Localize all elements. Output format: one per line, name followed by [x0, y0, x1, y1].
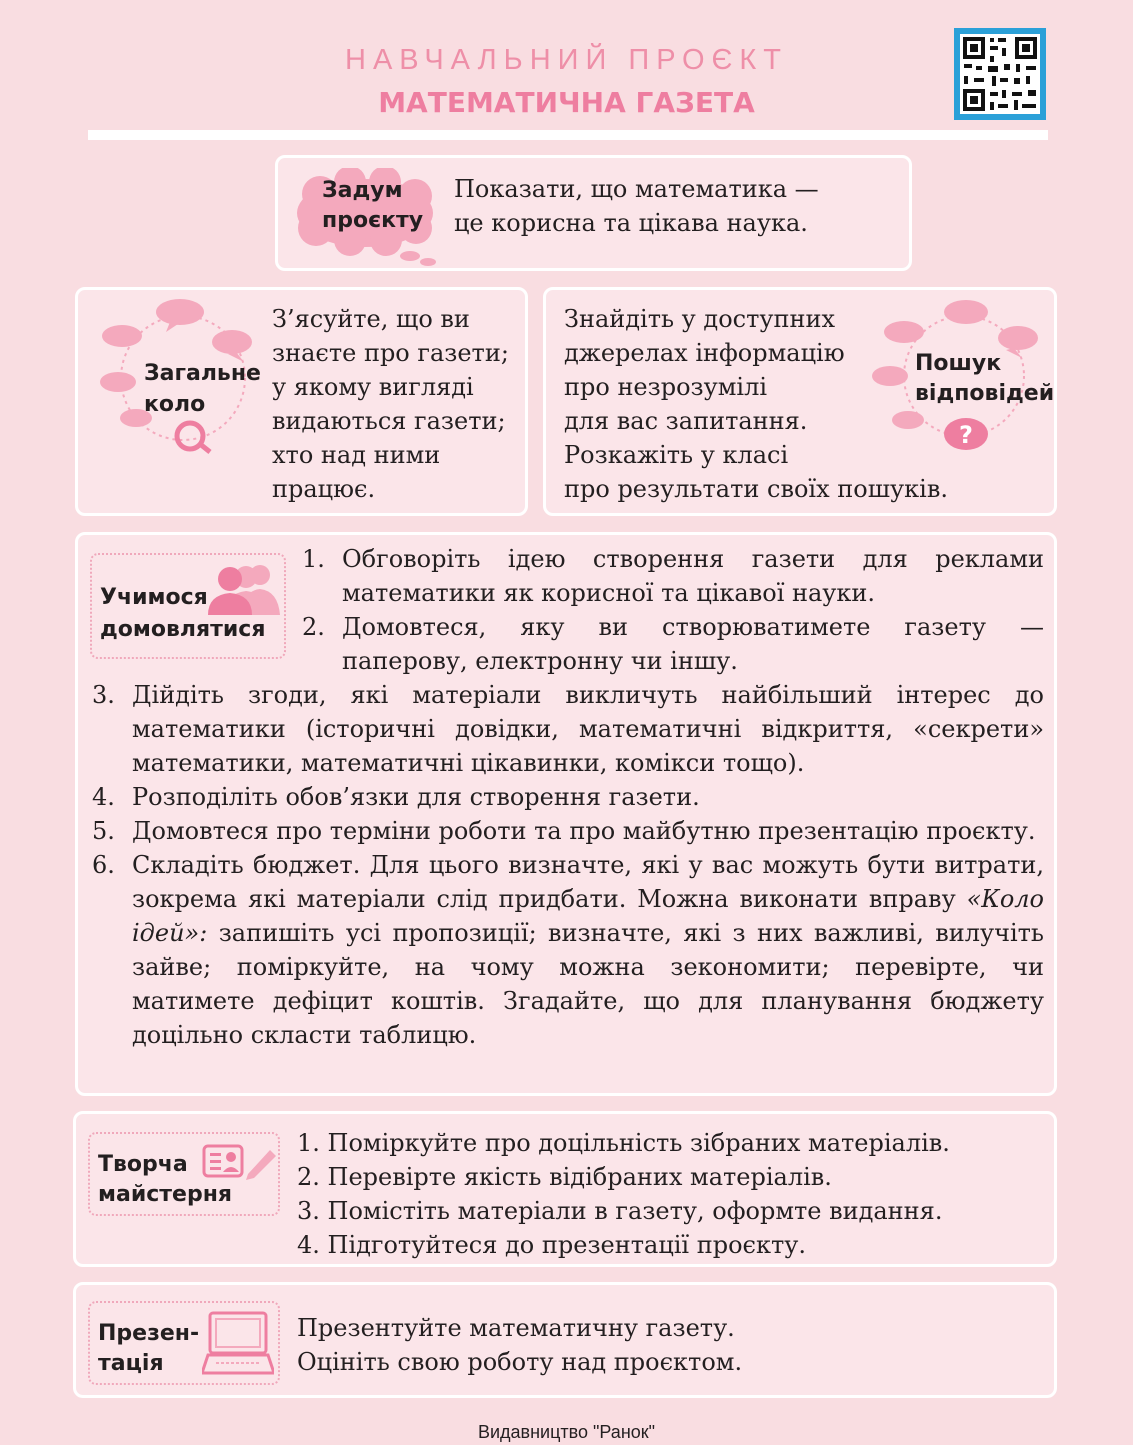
workshop-step-4: 4. Підготуйтеся до презентації проєкту.	[297, 1231, 807, 1259]
workshop-step-2: 2. Перевірте якість відібраних матеріалів.	[297, 1163, 832, 1191]
agree-label-line1: Учимося	[100, 585, 208, 610]
people-group-icon	[208, 561, 282, 615]
circle-text-line3: у якому вигляді	[272, 373, 474, 401]
presentation-text-line1: Презентуйте математичну газету.	[297, 1314, 735, 1342]
list-item: 1. Обговоріть ідею створення газети для реклами математики як корисної та цікавої науки.	[302, 545, 1044, 607]
presentation-label-line1: Презен-	[98, 1321, 200, 1346]
workshop-tag	[88, 1132, 280, 1216]
circle-label-line1: Загальне	[144, 361, 261, 386]
list-item: 5. Домовтеся про терміни роботи та про майбутню презентацію проєкту.	[92, 817, 1036, 845]
workshop-label-line1: Творча	[98, 1152, 188, 1177]
header-divider	[88, 130, 1048, 140]
circle-text-line2: знаєте про газети;	[272, 339, 509, 367]
search-text-line6: про результати своїх пошуків.	[564, 475, 948, 503]
idea-label-line2: проєкту	[322, 208, 424, 233]
workshop-label-line2: майстерня	[98, 1182, 233, 1207]
idea-text-line2: це корисна та цікава наука.	[454, 209, 808, 237]
search-text-line4: для вас запитання.	[564, 407, 808, 435]
presentation-text-line2: Оцініть свою роботу над проєктом.	[297, 1348, 743, 1376]
agree-label-line2: домовлятися	[100, 617, 266, 642]
search-label-line1: Пошук	[915, 351, 1002, 376]
search-answers-box	[543, 287, 1057, 516]
page-subtitle: НАВЧАЛЬНИЙ ПРОЄКТ	[345, 44, 788, 76]
search-label-line2: відповідей	[915, 381, 1055, 406]
search-text-line1: Знайдіть у доступних	[564, 305, 836, 333]
idea-text-line1: Показати, що математика —	[454, 175, 819, 203]
id-card-pencil-icon	[202, 1144, 278, 1180]
list-item: 2. Домовтеся, яку ви створюватимете газету — паперову, електронну чи іншу.	[302, 613, 1044, 675]
list-item: 4. Розподіліть обов’язки для створення газети.	[92, 783, 700, 811]
general-circle-box	[75, 287, 528, 516]
publisher-footer: Видавництво "Ранок"	[477, 1422, 656, 1442]
project-idea-box	[275, 155, 912, 271]
idea-label-line1: Задум	[322, 178, 403, 203]
presentation-box	[73, 1282, 1057, 1398]
qr-code-icon[interactable]	[954, 28, 1046, 120]
list-item: 3. Дійдіть згоди, які матеріали викличуть найбільший інтерес до математики (історичні довідки, математичні відкриття, «секрети» математики, математичні цікавинки, комікси тощо).	[92, 681, 1044, 777]
search-text-line3: про незрозумілі	[564, 373, 768, 401]
agree-steps-bottom	[92, 678, 1044, 1052]
presentation-tag	[88, 1301, 280, 1385]
circle-text-line1: З’ясуйте, що ви	[272, 305, 470, 333]
presentation-label-line2: тація	[98, 1351, 164, 1376]
workshop-step-1: 1. Поміркуйте про доцільність зібраних матеріалів.	[297, 1129, 950, 1157]
search-text-line2: джерелах інформацію	[564, 339, 845, 367]
list-item: 6. Складіть бюджет. Для цього визначте, які у вас можуть бути витрати, зокрема які матеріали слід придбати. Можна виконати вправу «Коло ідей»: запишіть усі пропозиції; визначте, які з них важливі, вилучіть зайве; поміркуйте, на чому можна зекономити; перевірте, чи матимете дефіцит коштів. Згадайте, що для планування бюджету доцільно скласти таблицю.	[92, 851, 1044, 1049]
circle-text-line6: працює.	[272, 475, 376, 503]
circle-label-line2: коло	[144, 392, 206, 417]
agree-steps-top	[302, 542, 1044, 678]
creative-workshop-box	[73, 1111, 1057, 1267]
page-title: МАТЕМАТИЧНА ГАЗЕТА	[378, 86, 755, 119]
laptop-icon	[202, 1311, 274, 1377]
search-text-line5: Розкажіть у класі	[564, 441, 789, 469]
workshop-step-3: 3. Помістіть матеріали в газету, оформте видання.	[297, 1197, 943, 1225]
learn-to-agree-box	[75, 532, 1057, 1096]
circle-text-line4: видаються газети;	[272, 407, 506, 435]
svg-text:?: ?	[959, 421, 973, 449]
circle-text-line5: хто над ними	[272, 441, 441, 469]
agree-tag	[90, 553, 286, 659]
